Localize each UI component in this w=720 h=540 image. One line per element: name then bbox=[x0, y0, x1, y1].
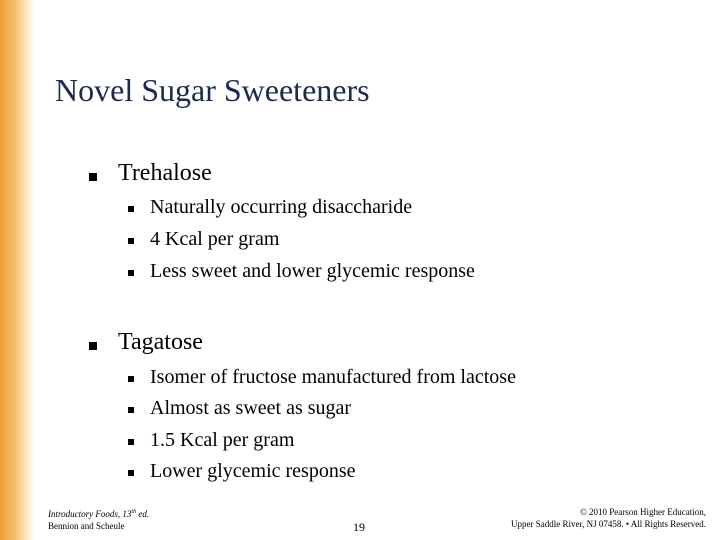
sub-bullet-square-icon bbox=[128, 376, 134, 382]
footer-book-title: Introductory Foods, 13th ed. bbox=[48, 509, 150, 519]
sub-bullet-square-icon bbox=[128, 407, 134, 413]
footer-authors: Bennion and Scheule bbox=[48, 521, 125, 531]
bullet-square-icon bbox=[89, 173, 97, 181]
list-item: 1.5 Kcal per gram bbox=[150, 429, 295, 451]
sub-bullet-square-icon bbox=[128, 238, 134, 244]
footer-copyright: © 2010 Pearson Higher Education, Upper Saddle River, NJ 07458. • All Rights Reserved. bbox=[510, 507, 706, 529]
list-item: 4 Kcal per gram bbox=[150, 228, 280, 250]
list-item: Isomer of fructose manufactured from lactose bbox=[150, 366, 516, 388]
list-item: Naturally occurring disaccharide bbox=[150, 196, 413, 218]
sub-bullet-square-icon bbox=[128, 270, 134, 276]
sub-bullet-square-icon bbox=[128, 439, 134, 445]
sub-bullet-square-icon bbox=[128, 470, 134, 476]
footer-citation bbox=[48, 506, 149, 532]
list-item: Lower glycemic response bbox=[150, 460, 356, 482]
page-number: 19 bbox=[353, 520, 365, 534]
slide-title: Novel Sugar Sweeteners bbox=[55, 72, 370, 108]
sub-bullet-square-icon bbox=[128, 206, 134, 212]
list-item: Almost as sweet as sugar bbox=[150, 397, 352, 419]
section-heading-tagatose: Tagatose bbox=[118, 329, 203, 355]
section-heading-trehalose: Trehalose bbox=[118, 160, 212, 186]
bullet-square-icon bbox=[89, 342, 97, 350]
list-item: Less sweet and lower glycemic response bbox=[150, 260, 475, 282]
slide-accent-bar bbox=[0, 0, 34, 540]
